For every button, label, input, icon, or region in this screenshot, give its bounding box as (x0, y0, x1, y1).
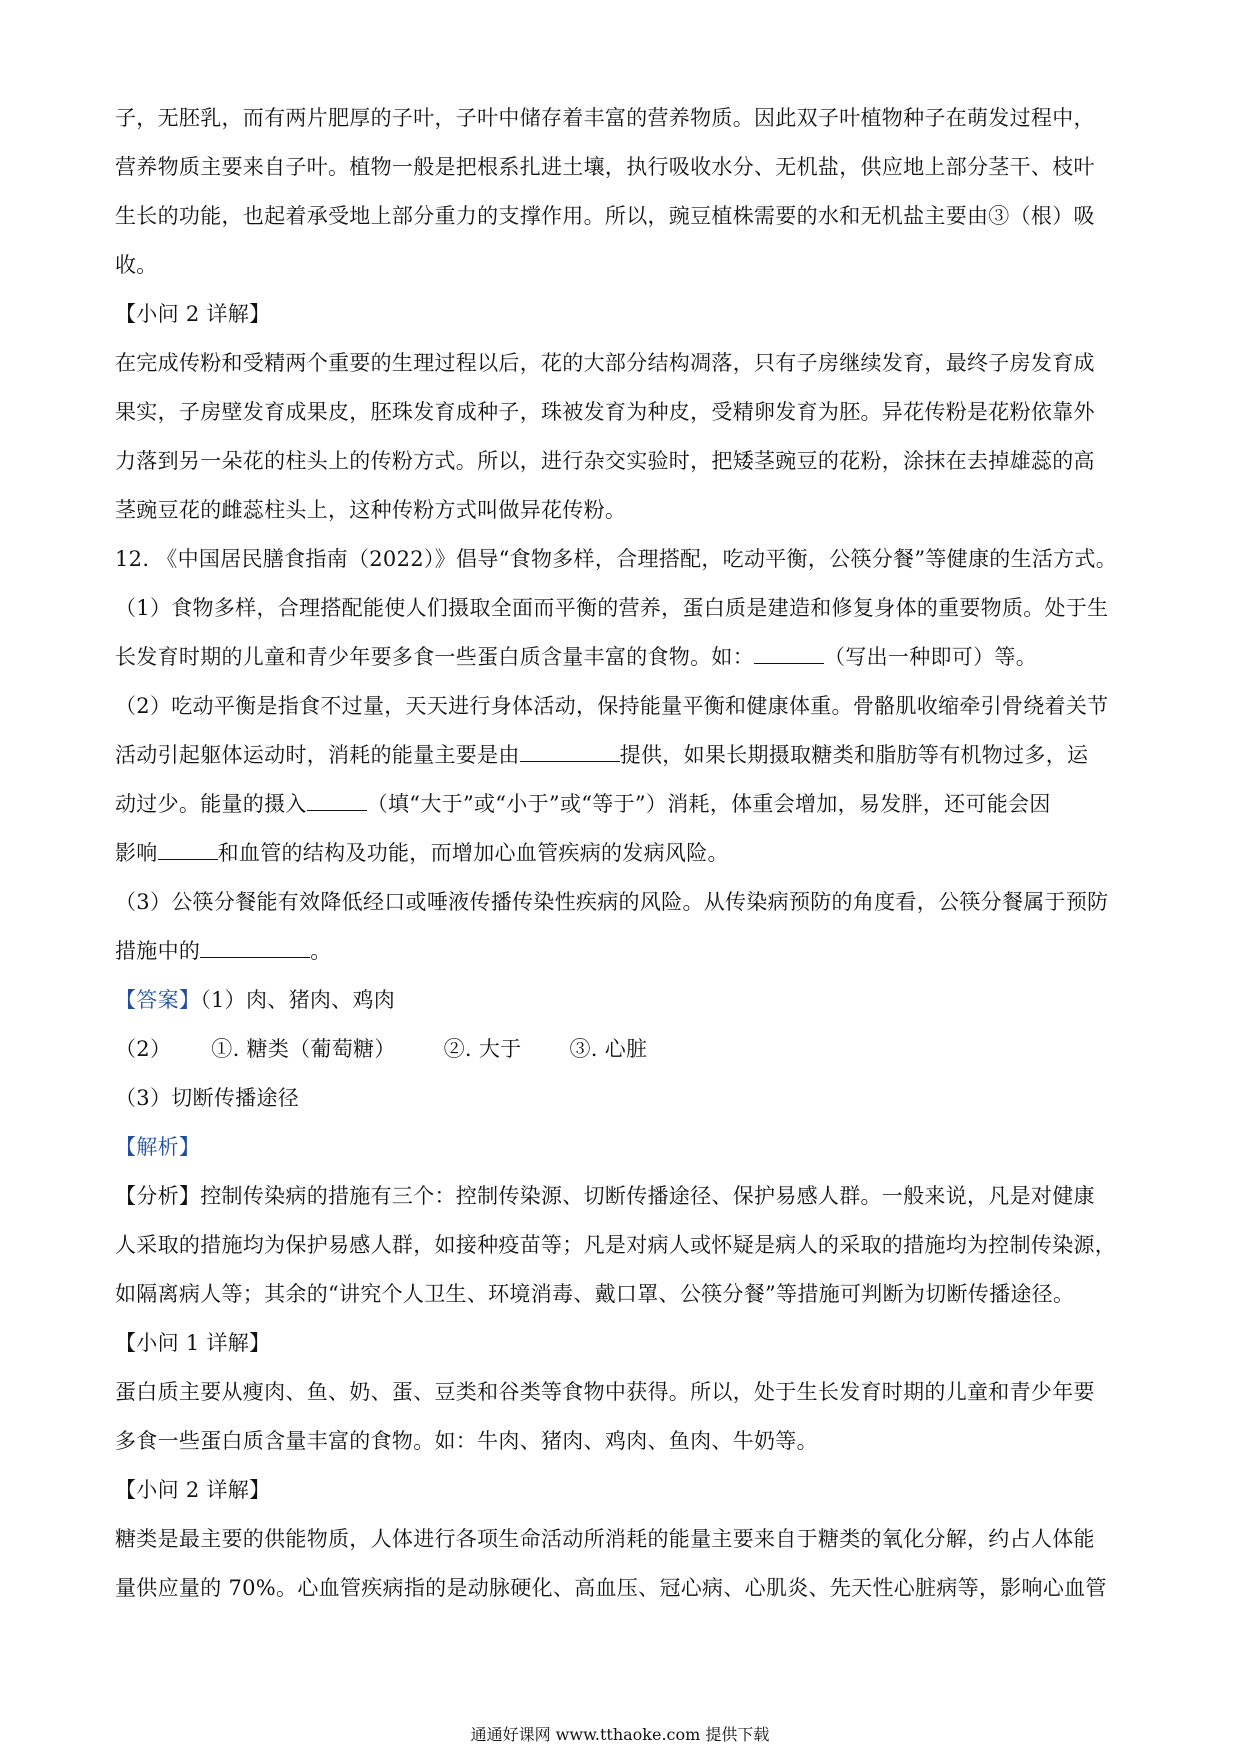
question-part-1-cont (115, 633, 1135, 682)
answer-blank (520, 743, 620, 762)
text-span: 措施中的 (115, 939, 201, 963)
answer-blank (158, 841, 218, 860)
analysis-line: 如隔离病人等；其余的“讲究个人卫生、环境消毒、戴口罩、公筷分餐”等措施可判断为切断传播途径。 (115, 1282, 1075, 1306)
text-line: 子，无胚乳，而有两片肥厚的子叶，子叶中储存着丰富的营养物质。因此双子叶植物种子在萌发过程中， (115, 106, 1095, 130)
answer-line-3: （3）切断传播途径 (115, 1086, 300, 1110)
answer-item: ①. 糖类（葡萄糖） (211, 1037, 396, 1061)
document-body (115, 94, 1135, 1613)
answer-tag: 【答案】 (115, 988, 201, 1012)
text-span: 活动引起躯体运动时，消耗的能量主要是由 (115, 743, 520, 767)
question-part-2: （2）吃动平衡是指食不过量，天天进行身体活动，保持能量平衡和健康体重。骨骼肌收缩牵引骨绕着关节 (115, 694, 1109, 718)
question-part-2-cont (115, 780, 1135, 829)
text-span: （填“大于”或“小于”或“等于”）消耗，体重会增加，易发胖，还可能会因 (366, 792, 1051, 816)
text-span: （写出一种即可）等。 (824, 645, 1037, 669)
text-span: 提供，如果长期摄取糖类和脂肪等有机物过多，运 (619, 743, 1089, 767)
text-line: 力落到另一朵花的柱头上的传粉方式。所以，进行杂交实验时，把矮茎豌豆的花粉，涂抹在去掉雄蕊的高 (115, 449, 1095, 473)
text-line: 在完成传粉和受精两个重要的生理过程以后，花的大部分结构凋落，只有子房继续发育，最终子房发育成 (115, 351, 1095, 375)
text-span: 动过少。能量的摄入 (115, 792, 307, 816)
question-part-3-cont (115, 927, 1135, 976)
answer-line-2 (115, 1025, 1135, 1074)
question-12-title: 12. 《中国居民膳食指南（2022）》倡导“食物多样，合理搭配，吃动平衡，公筷分餐”等健康的生活方式。 (115, 547, 1118, 571)
answer-blank (754, 645, 824, 664)
text-span: （1）肉、猪肉、鸡肉 (200, 988, 396, 1012)
text-line: 糖类是最主要的供能物质，人体进行各项生命活动所消耗的能量主要来自于糖类的氧化分解，约占人体能 (115, 1527, 1095, 1551)
analysis-subtag: 【分析】 (115, 1184, 201, 1208)
analysis-line (115, 1172, 1135, 1221)
text-span: 和血管的结构及功能，而增加心血管疾病的发病风险。 (217, 841, 729, 865)
text-line: 生长的功能，也起着承受地上部分重力的支撑作用。所以，豌豆植株需要的水和无机盐主要由③（根）吸 (115, 204, 1095, 228)
question-part-1: （1）食物多样，合理搭配能使人们摄取全面而平衡的营养，蛋白质是建造和修复身体的重要物质。处于生 (115, 596, 1109, 620)
answer-blank (200, 939, 310, 958)
text-line: 营养物质主要来自子叶。植物一般是把根系扎进土壤，执行吸收水分、无机盐，供应地上部分茎干、枝叶 (115, 155, 1095, 179)
text-span: 控制传染病的措施有三个：控制传染源、切断传播途径、保护易感人群。一般来说，凡是对健康 (200, 1184, 1095, 1208)
text-line: 茎豌豆花的雌蕊柱头上，这种传粉方式叫做异花传粉。 (115, 498, 627, 522)
text-span: 长发育时期的儿童和青少年要多食一些蛋白质含量丰富的食物。如： (115, 645, 754, 669)
question-part-2-cont (115, 829, 1135, 878)
section-heading: 【小问 1 详解】 (115, 1331, 271, 1355)
text-line: 收。 (115, 253, 158, 277)
section-heading: 【小问 2 详解】 (115, 1478, 271, 1502)
text-line: 多食一些蛋白质含量丰富的食物。如：牛肉、猪肉、鸡肉、鱼肉、牛奶等。 (115, 1429, 818, 1453)
question-part-3: （3）公筷分餐能有效降低经口或唾液传播传染性疾病的风险。从传染病预防的角度看，公筷分餐属于预防 (115, 890, 1109, 914)
page-footer: 通通好课网 www.tthaoke.com 提供下载 (470, 1725, 770, 1744)
analysis-tag: 【解析】 (115, 1135, 201, 1159)
text-line: 果实，子房壁发育成果皮，胚珠发育成种子，珠被发育为种皮，受精卵发育为胚。异花传粉是花粉依靠外 (115, 400, 1095, 424)
answer-blank (307, 792, 367, 811)
text-line: 蛋白质主要从瘦肉、鱼、奶、蛋、豆类和谷类等食物中获得。所以，处于生长发育时期的儿童和青少年要 (115, 1380, 1095, 1404)
text-span: 影响 (115, 841, 158, 865)
answer-item: ③. 心脏 (569, 1037, 648, 1061)
question-part-2-cont (115, 731, 1135, 780)
analysis-line: 人采取的措施均为保护易感人群，如接种疫苗等；凡是对病人或怀疑是病人的采取的措施均为控制传染源， (115, 1233, 1117, 1257)
section-heading: 【小问 2 详解】 (115, 302, 271, 326)
text-span: 。 (310, 939, 332, 963)
text-line: 量供应量的 70%。心血管疾病指的是动脉硬化、高血压、冠心病、心肌炎、先天性心脏病等，影响心血管 (115, 1576, 1107, 1600)
text-span: （2） (115, 1037, 172, 1061)
answer-line-1 (115, 976, 1135, 1025)
answer-item: ②. 大于 (443, 1037, 522, 1061)
